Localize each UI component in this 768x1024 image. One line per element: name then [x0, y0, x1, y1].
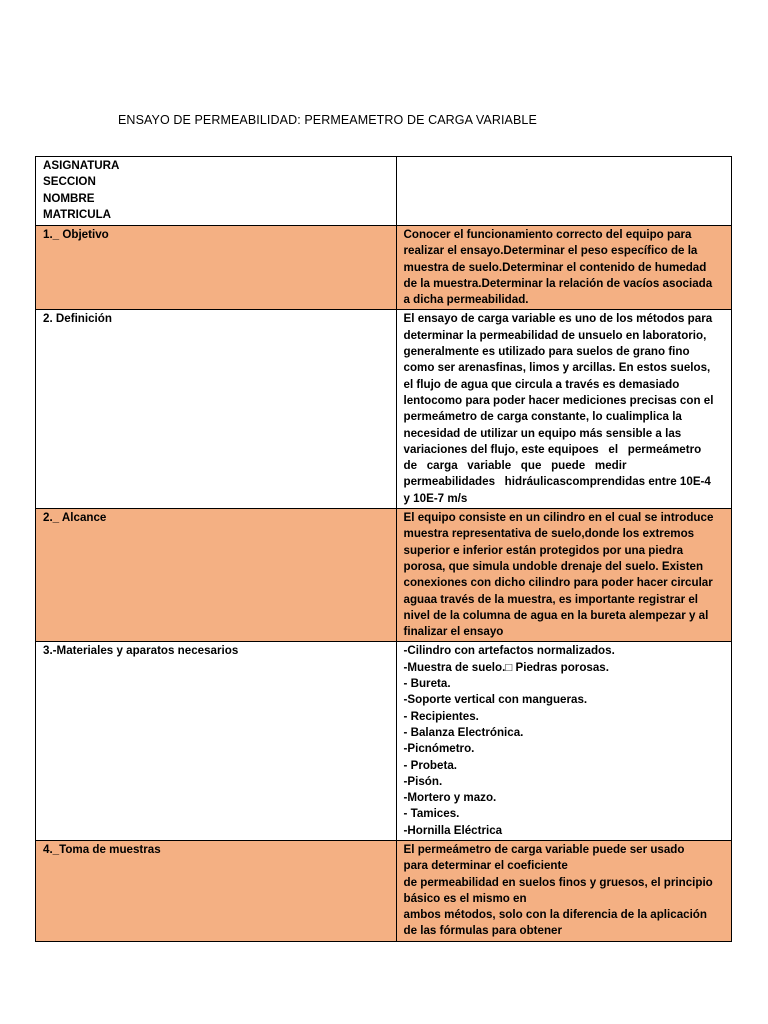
list-item: -Hornilla Eléctrica	[403, 823, 503, 837]
row-content: El permeámetro de carga variable puede ser usado para determinar el coeficiente de permeabilidad en suelos finos y gruesos, el principio básico es el mismo en ambos métodos, solo con la diferencia de la aplicación de las fórmulas para obtener	[396, 840, 731, 941]
row-toma-muestras	[36, 840, 732, 941]
list-item: - Probeta.	[403, 758, 457, 772]
header-values-cell	[396, 157, 731, 226]
row-objetivo	[36, 226, 732, 310]
list-item: - Balanza Electrónica.	[403, 725, 524, 739]
list-item: -Picnómetro.	[403, 742, 475, 756]
row-content: El ensayo de carga variable es uno de los métodos para determinar la permeabilidad de unsuelo en laboratorio, generalmente es utilizado para suelos de grano fino como ser arenasfinas, limos y arcillas. En estos suelos, el flujo de agua que circula a través es demasiado lentocomo para poder hacer mediciones precisas con el permeámetro de carga constante, lo cualimplica la necesidad de utilizar un equipo más sensible a las variaciones del flujo, este equipoes el permeámetro de carga variable que puede medir permeabilidades hidráulicascomprendidas entre 10E-4 y 10E-7 m/s	[396, 310, 731, 509]
row-label: 1._ Objetivo	[36, 226, 397, 310]
list-item: - Tamices.	[403, 807, 460, 821]
row-label: 3.-Materiales y aparatos necesarios	[36, 642, 397, 841]
list-item: -Mortero y mazo.	[403, 791, 497, 805]
field-asignatura: ASIGNATURA	[43, 159, 120, 172]
list-item: - Bureta.	[403, 677, 451, 691]
permeability-table	[35, 156, 732, 942]
document-title: ENSAYO DE PERMEABILIDAD: PERMEAMETRO DE CARGA VARIABLE	[118, 113, 537, 127]
row-alcance	[36, 509, 732, 642]
list-item: -Muestra de suelo.□ Piedras porosas.	[403, 660, 609, 674]
field-matricula: MATRICULA	[43, 207, 112, 221]
field-seccion: SECCION	[43, 175, 96, 189]
row-label: 2. Definición	[36, 310, 397, 509]
row-content	[396, 642, 731, 841]
list-item: - Recipientes.	[403, 709, 479, 723]
row-definicion	[36, 310, 732, 509]
list-item: -Cilindro con artefactos normalizados.	[403, 644, 615, 658]
list-item: -Soporte vertical con mangueras.	[403, 693, 588, 707]
row-materiales	[36, 642, 732, 841]
header-row	[36, 157, 732, 226]
list-item: -Pisón.	[403, 774, 443, 788]
header-fields-cell	[36, 157, 397, 226]
row-content: Conocer el funcionamiento correcto del equipo para realizar el ensayo.Determinar el peso específico de la muestra de suelo.Determinar el contenido de humedad de la muestra.Determinar la relación de vacíos asociada a dicha permeabilidad.	[396, 226, 731, 310]
row-label: 4._Toma de muestras	[36, 840, 397, 941]
row-content: El equipo consiste en un cilindro en el cual se introduce muestra representativa de suelo,donde los extremos superior e inferior están protegidos por una piedra porosa, que simula undoble drenaje del suelo. Existen conexiones con dicho cilindro para poder hacer circular aguaa través de la muestra, es importante registrar el nivel de la columna de agua en la bureta alempezar y al finalizar el ensayo	[396, 509, 731, 642]
field-nombre: NOMBRE	[43, 191, 95, 205]
row-label: 2._ Alcance	[36, 509, 397, 642]
